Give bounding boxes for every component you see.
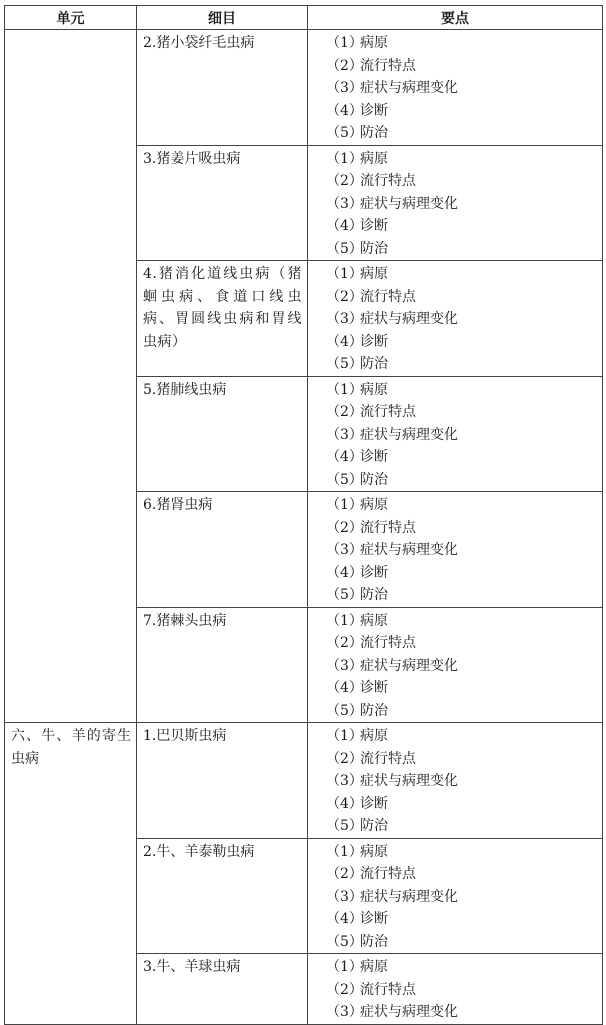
point-number: （3） [326,1004,363,1020]
list-item [326,632,602,655]
point-text: 流行特点 [360,519,416,536]
point-number: （2） [326,288,363,305]
point-text: 诊断 [360,680,388,696]
detail-label: 3.牛、羊球虫病 [143,959,241,975]
point-text: 诊断 [360,449,388,465]
point-number: （5） [326,240,363,257]
list-item [326,562,602,585]
points-cell [308,145,603,261]
list-item [326,584,602,607]
list-item [326,100,602,123]
point-number: （1） [326,150,363,167]
list-item [326,170,602,193]
points-list [308,723,602,838]
detail-cell [137,723,308,839]
list-item [326,956,602,979]
point-text: 症状与病理变化 [360,657,458,674]
point-number: （4） [326,333,363,350]
point-text: 流行特点 [360,981,416,998]
point-text: 病原 [360,35,388,51]
detail-label: 2.猪小袋纤毛虫病 [143,35,255,51]
point-number: （3） [326,657,363,674]
list-item [326,353,602,376]
header-row [5,6,603,30]
point-text: 病原 [360,266,388,282]
point-text: 病原 [360,843,388,860]
list-item [326,655,602,678]
list-item [326,841,602,864]
points-list [308,30,602,145]
point-number: （5） [326,818,363,834]
point-number: （3） [326,311,363,327]
points-cell [308,261,603,377]
points-cell [308,838,603,954]
points-list [308,608,602,723]
point-number: （5） [326,702,363,719]
points-list [308,146,602,261]
list-item [326,770,602,793]
list-item [326,215,602,238]
point-number: （4） [326,218,363,234]
list-item [326,517,602,540]
list-item [326,238,602,261]
point-text: 防治 [360,933,388,950]
detail-cell [137,261,308,377]
header-points: 要点 [308,6,603,30]
list-item [326,886,602,909]
list-item [326,286,602,309]
point-text: 流行特点 [360,404,416,420]
point-text: 防治 [360,240,388,257]
list-item [326,308,602,331]
point-text: 病原 [360,728,388,744]
point-text: 流行特点 [360,635,416,651]
list-item [326,263,602,286]
list-item [326,469,602,492]
point-number: （3） [326,195,363,212]
detail-label: 2.牛、羊泰勒虫病 [143,843,255,860]
list-item [326,815,602,838]
point-number: （5） [326,471,363,488]
point-text: 症状与病理变化 [360,1004,458,1020]
point-text: 症状与病理变化 [360,773,458,789]
list-item [326,122,602,145]
point-number: （5） [326,356,363,372]
list-item [326,32,602,55]
point-number: （2） [326,750,363,767]
detail-label: 3.猪姜片吸虫病 [143,150,241,167]
point-text: 症状与病理变化 [360,311,458,327]
point-number: （2） [326,866,363,882]
point-text: 病原 [360,497,388,513]
detail-cell [137,954,308,1025]
point-number: （4） [326,449,363,465]
table-row [5,723,603,839]
point-number: （1） [326,959,363,975]
point-text: 流行特点 [360,750,416,767]
point-text: 流行特点 [360,288,416,305]
list-item [326,725,602,748]
list-item [326,1001,602,1024]
point-number: （2） [326,57,363,74]
header-unit: 单元 [5,6,137,30]
point-text: 病原 [360,959,388,975]
detail-cell [137,492,308,608]
point-text: 防治 [360,356,388,372]
point-number: （2） [326,404,363,420]
detail-label: 4.猪消化道线虫病（猪蛔虫病、食道口线虫病、胃圆线虫病和胃线虫病） [143,266,302,350]
point-text: 防治 [360,125,388,141]
point-text: 防治 [360,587,388,603]
table-row [5,30,603,146]
points-cell [308,492,603,608]
list-item [326,793,602,816]
detail-cell [137,145,308,261]
points-list [308,839,602,954]
list-item [326,55,602,78]
point-text: 症状与病理变化 [360,888,458,905]
detail-cell [137,838,308,954]
detail-cell [137,607,308,723]
point-number: （3） [326,426,363,443]
point-text: 症状与病理变化 [360,80,458,96]
point-number: （5） [326,933,363,950]
list-item [326,539,602,562]
list-item [326,610,602,633]
detail-label: 5.猪肺线虫病 [143,381,227,398]
point-number: （1） [326,35,363,51]
point-number: （4） [326,911,363,927]
points-list [308,261,602,376]
point-text: 流行特点 [360,866,416,882]
point-number: （2） [326,519,363,536]
point-text: 症状与病理变化 [360,542,458,558]
points-cell [308,376,603,492]
point-number: （1） [326,497,363,513]
list-item [326,700,602,723]
point-text: 症状与病理变化 [360,426,458,443]
points-cell [308,723,603,839]
point-text: 诊断 [360,911,388,927]
point-number: （3） [326,888,363,905]
list-item [326,379,602,402]
points-list [308,377,602,492]
point-text: 流行特点 [360,57,416,74]
point-number: （4） [326,102,363,119]
unit-cell [5,723,137,1025]
list-item [326,748,602,771]
list-item [326,494,602,517]
list-item [326,931,602,954]
detail-label: 6.猪肾虫病 [143,497,213,513]
point-number: （2） [326,981,363,998]
points-list [308,954,602,1024]
point-number: （1） [326,266,363,282]
list-item [326,863,602,886]
unit-cell [5,30,137,723]
list-item [326,446,602,469]
header-detail: 细目 [137,6,308,30]
point-text: 诊断 [360,564,388,581]
point-number: （2） [326,173,363,189]
detail-label: 1.巴贝斯虫病 [143,728,227,744]
point-number: （2） [326,635,363,651]
point-text: 病原 [360,150,388,167]
list-item [326,193,602,216]
points-list [308,492,602,607]
list-item [326,331,602,354]
point-text: 病原 [360,381,388,398]
point-number: （5） [326,125,363,141]
point-number: （1） [326,728,363,744]
list-item [326,148,602,171]
point-text: 防治 [360,818,388,834]
point-number: （1） [326,612,363,629]
list-item [326,979,602,1002]
point-number: （3） [326,542,363,558]
unit-label: 六、牛、羊的寄生虫病 [11,728,131,767]
point-number: （4） [326,680,363,696]
detail-cell [137,376,308,492]
points-cell [308,954,603,1025]
point-number: （5） [326,587,363,603]
point-number: （4） [326,795,363,812]
point-number: （1） [326,843,363,860]
point-text: 症状与病理变化 [360,195,458,212]
list-item [326,77,602,100]
points-cell [308,607,603,723]
point-text: 防治 [360,471,388,488]
point-number: （3） [326,80,363,96]
points-cell [308,30,603,146]
list-item [326,401,602,424]
point-text: 诊断 [360,795,388,812]
unit-label [5,30,136,32]
detail-cell [137,30,308,146]
detail-label: 7.猪棘头虫病 [143,612,227,629]
point-text: 病原 [360,612,388,629]
point-text: 诊断 [360,102,388,119]
point-text: 流行特点 [360,173,416,189]
point-number: （1） [326,381,363,398]
point-number: （3） [326,773,363,789]
point-text: 防治 [360,702,388,719]
point-text: 诊断 [360,333,388,350]
list-item [326,677,602,700]
list-item [326,908,602,931]
syllabus-table [4,5,603,1025]
point-text: 诊断 [360,218,388,234]
point-number: （4） [326,564,363,581]
list-item [326,424,602,447]
